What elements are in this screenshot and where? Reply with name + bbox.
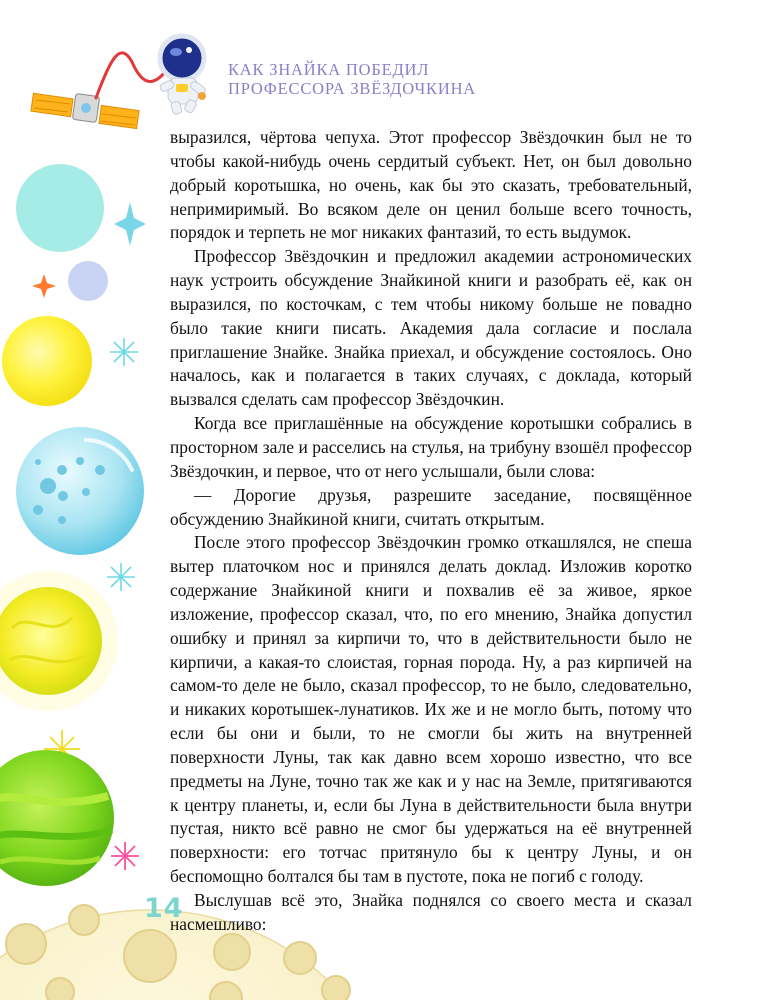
paragraph: После этого профессор Звёздочкин громко откашлялся, не спеша вытер платочком нос и принялся делать доклад. Изложив коротко содержание Знайкиной книги и похвалив её за живое, яркое изложение, профессор сказал, что, по его мнению, Знайка допустил ошибку и принял за кирпичи то, что в действительности было не кирпичи, а какая-то слоистая, горная порода. Ну, а раз кирпичей на самом-то деле не было, сказал профессор, то не было, следовательно, и никаких коротышек-лунатиков. Их же и не могло быть, потому что если бы они и были, то не смогли бы жить на внутренней поверхности Луны, так как давно всем хорошо известно, что все предметы на Луне, точно так же как и у нас на Земле, притягиваются к центру планеты, и, если бы Луна в действительности была внутри пустая, никто всё равно не смог бы удержаться на её внутренней поверхности: его тотчас притянуло бы к центру Луны, и он беспомощно болтался бы там в пустоте, пока не погиб с голоду. — [170, 532, 692, 887]
planet-icon — [0, 571, 118, 711]
story-text — [170, 126, 692, 937]
astronaut-icon — [159, 36, 207, 115]
planet-icon — [16, 164, 104, 252]
planet-icon — [0, 750, 114, 886]
star-icon — [107, 563, 135, 591]
star-icon — [32, 274, 56, 298]
paragraph: — Дорогие друзья, разрешите заседание, посвящённое обсуждению Знайкиной книги, считать открытым. — [170, 484, 692, 529]
planet-icon — [16, 427, 144, 555]
star-icon — [111, 842, 139, 870]
planet-icon — [2, 316, 92, 406]
planet-icon — [68, 261, 108, 301]
star-icon — [114, 202, 146, 246]
chapter-title — [228, 60, 476, 98]
paragraph: Когда все приглашённые на обсуждение коротышки собрались в просторном зале и расселись на стулья, на трибуну взошёл профессор Звёздочкин, и первое, что от него услышали, были слова: — [170, 413, 692, 481]
satellite-icon — [31, 93, 139, 128]
paragraph: выразился, чёртова чепуха. Этот профессор Звёздочкин был не то чтобы какой-нибудь очень сердитый субъект. Нет, он был довольно добрый коротышка, но очень, как бы это сказать, требовательный, непримиримый. Во всяком деле он ценил больше всего точность, порядок и терпеть не мог никаких фантазий, то есть выдумок. — [170, 127, 692, 243]
chapter-title-line-2: ПРОФЕССОРА ЗВЁЗДОЧКИНА — [228, 79, 477, 98]
paragraph: Профессор Звёздочкин и предложил академии астрономических наук устроить обсуждение Знайкиной книги и разобрать её, как он выразился, по косточкам, с тем чтобы никому больше не повадно было такие книги писать. Академия дала согласие и послала приглашение Знайке. Знайка приехал, и обсуждение состоялось. Оно началось, как и полагается в таких случаях, с доклада, который вызвался сделать сам профессор Звёздочкин. — [170, 246, 692, 410]
chapter-title-line-1: КАК ЗНАЙКА ПОБЕДИЛ — [228, 60, 430, 79]
star-icon — [110, 338, 138, 366]
paragraph: Выслушав всё это, Знайка поднялся со своего места и сказал насмешливо: — [170, 890, 692, 934]
page-number: 14 — [144, 893, 184, 924]
